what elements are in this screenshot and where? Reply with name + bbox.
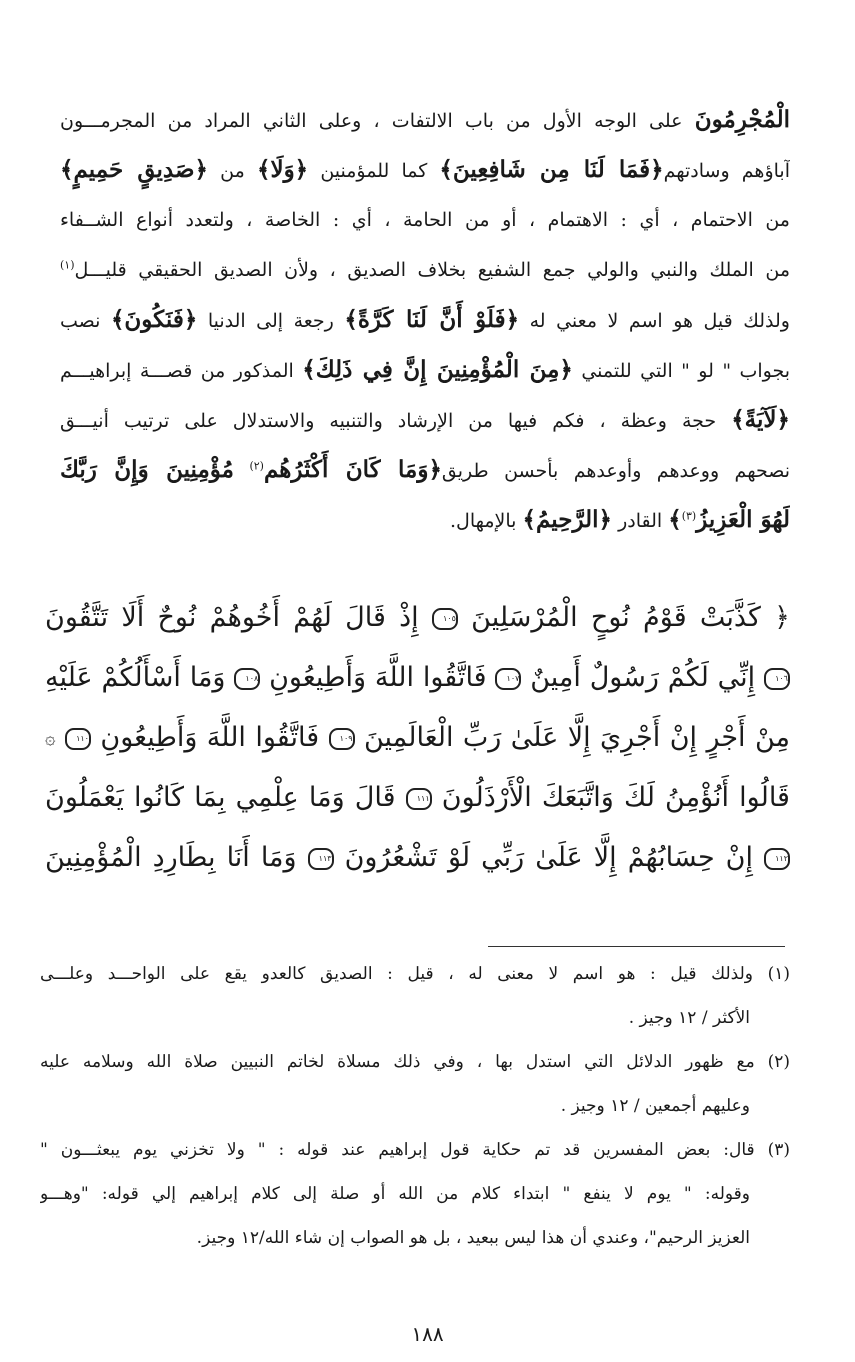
quran-quote: ﴿لَآيَةً﴾	[731, 406, 790, 433]
verse-text: إِذْ قَالَ لَهُمْ أَخُوهُمْ نُوحٌ أَلَا تَتَّقُونَ	[45, 602, 419, 633]
footnote-line: (٢) مع ظهور الدلائل التي استدل بها ، وفي ذلك مسلاة لخاتم النبيين صلاة الله وسلامه عليه	[40, 1052, 790, 1072]
footnote-line: (٣) قال: بعض المفسرين قد تم حكاية قول إبراهيم عند قوله : " ولا تخزني يوم يبعثـــون "	[40, 1140, 790, 1160]
footnote-ref: (١)	[60, 258, 75, 272]
commentary-line	[60, 295, 790, 345]
footnote-line: وقوله: " يوم لا ينفع " ابتداء كلام من الله أو صلة إلى كلام إبراهيم إلي قوله: "وهـــو	[40, 1184, 750, 1204]
footnote-divider	[488, 946, 785, 947]
footnote-line: الأكثر / ١٢ وجيز .	[628, 1008, 750, 1028]
footnote-ref: (٣)	[681, 509, 697, 523]
commentary-text: المذكور من قصـــة إبراهيـــم	[60, 360, 294, 382]
verse-line	[45, 648, 790, 708]
footnote	[40, 952, 790, 1040]
quran-quote: ﴿فَلَوْ أَنَّ لَنَا كَرَّةً﴾	[344, 306, 520, 333]
page-number: ١٨٨	[411, 1322, 444, 1346]
ayah-number-icon: ١٠٥	[432, 608, 458, 630]
commentary-text: رجعة إلى الدنيا	[207, 310, 334, 332]
commentary-text: نصحهم ووعدهم وأوعدهم بأحسن طريق	[441, 460, 790, 482]
quran-quote: مُؤْمِنِينَ وَإِنَّ رَبَّكَ	[60, 456, 234, 483]
commentary-line	[60, 245, 790, 295]
quran-quote: ﴿وَمَا كَانَ أَكْثَرُهُم	[263, 456, 442, 483]
commentary-line	[60, 345, 790, 395]
quran-quote-end: ﴾	[668, 506, 682, 533]
verse-text: وَمَا أَنَا بِطَارِدِ الْمُؤْمِنِينَ	[45, 842, 297, 873]
commentary-text: بجواب " لو " التي للتمني	[581, 360, 790, 382]
verse-line	[45, 768, 790, 828]
quran-quote: ﴿الرَّحِيمُ﴾	[522, 506, 613, 533]
ayah-number-icon: ١١٠	[65, 728, 91, 750]
commentary-text: من	[220, 160, 245, 182]
quran-verses	[45, 588, 790, 888]
verse-line	[45, 708, 790, 768]
commentary-text: من الاحتمام ، أي : الاهتمام ، أو من الحامة ، أي : الخاصة ، ولتعدد أنواع الشــفاء	[60, 209, 790, 231]
footnotes	[40, 952, 790, 1260]
commentary-line	[60, 195, 790, 245]
verse-text: فَاتَّقُوا اللَّهَ وَأَطِيعُونِ	[269, 662, 487, 693]
footnote-line: وعليهم أجمعين / ١٢ وجيز .	[560, 1096, 750, 1116]
verse-text: قَالَ وَمَا عِلْمِي بِمَا كَانُوا يَعْمَلُونَ	[45, 782, 396, 813]
quran-quote: ﴿مِنَ الْمُؤْمِنِينَ إِنَّ فِي ذَلِكَ﴾	[302, 356, 573, 383]
commentary-text: كما للمؤمنين	[320, 160, 428, 182]
commentary-line	[60, 395, 790, 445]
commentary-line	[60, 95, 790, 145]
verse-text: مِنْ أَجْرٍ إِنْ أَجْرِيَ إِلَّا عَلَىٰ رَبِّ الْعَالَمِينَ	[363, 722, 790, 753]
footnote	[40, 1128, 790, 1260]
ayah-number-icon: ١٠٩	[329, 728, 355, 750]
ayah-number-icon: ١٠٨	[234, 668, 260, 690]
footnote-ref: (٢)	[249, 459, 264, 473]
commentary-text: القادر	[618, 510, 663, 532]
footnote	[40, 1040, 790, 1128]
quran-quote: ﴿صَدِيقٍ حَمِيمٍ﴾	[60, 156, 209, 183]
ayah-number-icon: ١١٣	[308, 848, 334, 870]
footnote-line: العزيز الرحيم"، وعندي أن هذا ليس ببعيد ، بل هو الصواب إن شاء الله/١٢ وجيز.	[196, 1228, 750, 1248]
verse-text: إِنْ حِسَابُهُمْ إِلَّا عَلَىٰ رَبِّي لَوْ تَشْعُرُونَ	[344, 842, 753, 873]
ayah-number-icon: ١١١	[406, 788, 432, 810]
verse-text: وَمَا أَسْأَلُكُمْ عَلَيْهِ	[45, 662, 226, 693]
commentary-line	[60, 445, 790, 495]
verse-text: فَاتَّقُوا اللَّهَ وَأَطِيعُونِ	[100, 722, 320, 753]
commentary-text: نصب	[60, 310, 101, 332]
quran-quote: ﴿فَمَا لَنَا مِن شَافِعِينَ﴾	[439, 156, 664, 183]
verse-text: قَالُوا أَنُؤْمِنُ لَكَ وَاتَّبَعَكَ الْأَرْذَلُونَ	[441, 782, 790, 813]
quran-quote: لَهُوَ الْعَزِيزُ	[696, 506, 790, 533]
quran-quote: الْمُجْرِمُونَ	[694, 106, 790, 133]
tafsir-commentary	[60, 95, 790, 545]
commentary-text: ولذلك قيل هو اسم لا معني له	[529, 310, 790, 332]
footnote-line: (١) ولذلك قيل : هو اسم لا معنى له ، قيل : الصديق كالعدو يقع على الواحـــد وعلـــى	[40, 964, 790, 984]
quran-quote: ﴿فَنَكُونَ﴾	[110, 306, 198, 333]
ayah-number-icon: ١١٢	[764, 848, 790, 870]
commentary-text: آباؤهم وسادتهم	[663, 160, 790, 182]
verse-line	[45, 828, 790, 888]
verse-text: ﴿ كَذَّبَتْ قَوْمُ نُوحٍ الْمُرْسَلِينَ	[471, 602, 790, 633]
ayah-number-icon: ١٠٦	[764, 668, 790, 690]
commentary-text: من الملك والنبي والولي جمع الشفيع بخلاف الصديق ، ولأن الصديق الحقيقي قليـــل	[74, 259, 790, 281]
commentary-text: بالإمهال.	[449, 510, 517, 532]
verse-line	[45, 588, 790, 648]
commentary-text: حجة وعظة ، فكم فيها من الإرشاد والتنبيه والاستدلال على ترتيب أنيـــق	[60, 410, 717, 432]
hizb-marker-icon: ۞	[45, 727, 56, 749]
quran-quote: ﴿وَلَا﴾	[256, 156, 309, 183]
verse-text: إِنِّي لَكُمْ رَسُولٌ أَمِينٌ	[530, 662, 756, 693]
commentary-line	[60, 495, 790, 545]
commentary-line	[60, 145, 790, 195]
ayah-number-icon: ١٠٧	[495, 668, 521, 690]
commentary-text: على الوجه الأول من باب الالتفات ، وعلى الثاني المراد من المجرمـــون	[60, 110, 683, 132]
